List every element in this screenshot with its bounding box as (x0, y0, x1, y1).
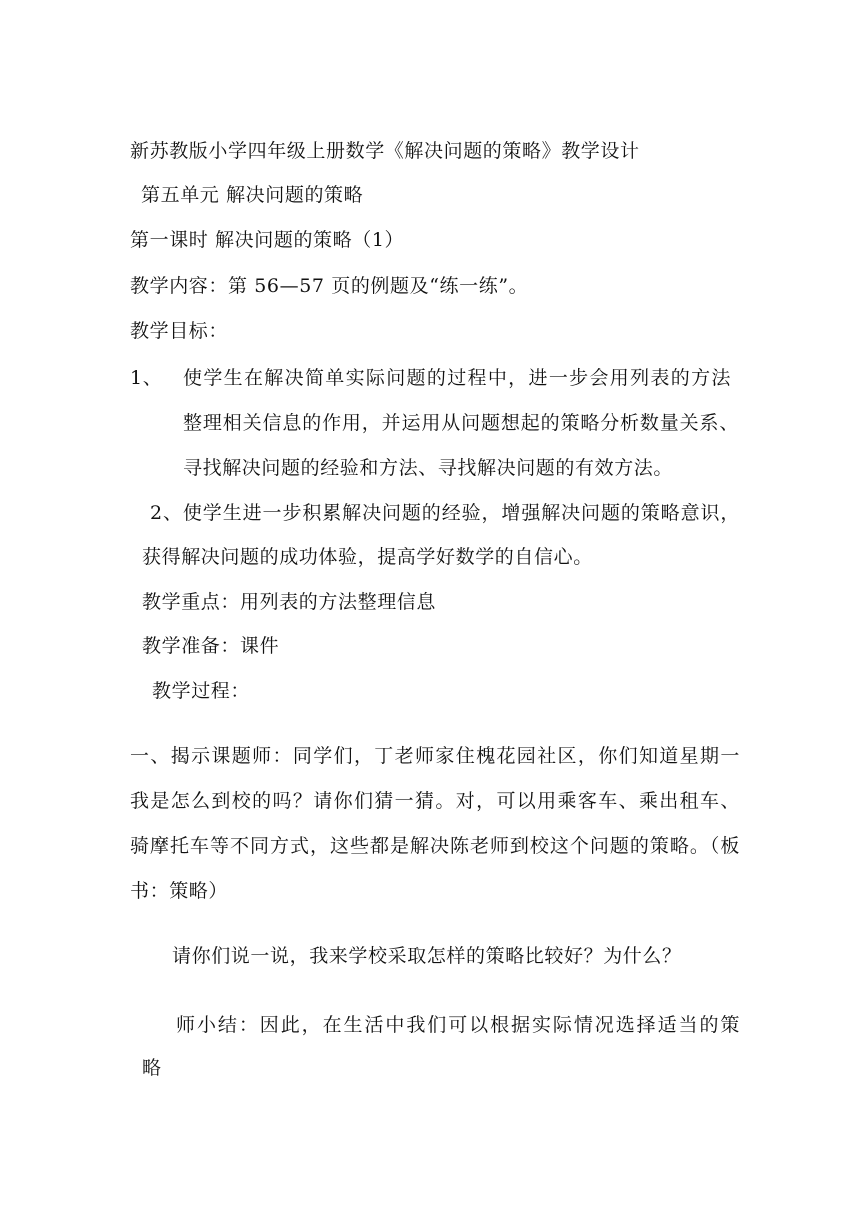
key-point: 教学重点：用列表的方法整理信息 (142, 591, 437, 613)
goal-1-line-1: 使学生在解决简单实际问题的过程中，进一步会用列表的方法 (183, 367, 731, 389)
unit-heading: 第五单元 解决问题的策略 (141, 184, 364, 206)
section-1-line-1: 一、揭示课题师：同学们，丁老师家住槐花园社区，你们知道星期一 (130, 745, 740, 767)
goal-1-number: 1、 (130, 367, 163, 389)
process-heading: 教学过程： (152, 680, 251, 702)
goals-heading: 教学目标： (130, 320, 229, 342)
goal-2-line-1: 2、使学生进一步积累解决问题的经验，增强解决问题的策略意识， (150, 502, 740, 524)
preparation: 教学准备：课件 (142, 635, 280, 657)
section-1-line-4: 书：策略） (130, 880, 229, 902)
summary-line-2: 略 (142, 1057, 162, 1079)
section-1-line-2: 我是怎么到校的吗？请你们猜一猜。对，可以用乘客车、乘出租车、 (130, 790, 740, 812)
goal-2-line-2: 获得解决问题的成功体验，提高学好数学的自信心。 (142, 546, 593, 568)
document-title: 新苏教版小学四年级上册数学《解决问题的策略》教学设计 (130, 140, 640, 162)
lesson-heading: 第一课时 解决问题的策略（1） (130, 229, 405, 251)
summary-line-1: 师小结：因此，在生活中我们可以根据实际情况选择适当的策 (176, 1014, 740, 1036)
goal-1-line-3: 寻找解决问题的经验和方法、寻找解决问题的有效方法。 (183, 457, 674, 479)
goal-1-line-2: 整理相关信息的作用，并运用从问题想起的策略分析数量关系、 (183, 412, 739, 434)
section-1-line-3: 骑摩托车等不同方式，这些都是解决陈老师到校这个问题的策略。（板 (130, 835, 740, 857)
teaching-content: 教学内容：第 56—57 页的例题及“练一练”。 (130, 275, 529, 297)
question-paragraph: 请你们说一说，我来学校采取怎样的策略比较好？为什么？ (172, 945, 682, 967)
